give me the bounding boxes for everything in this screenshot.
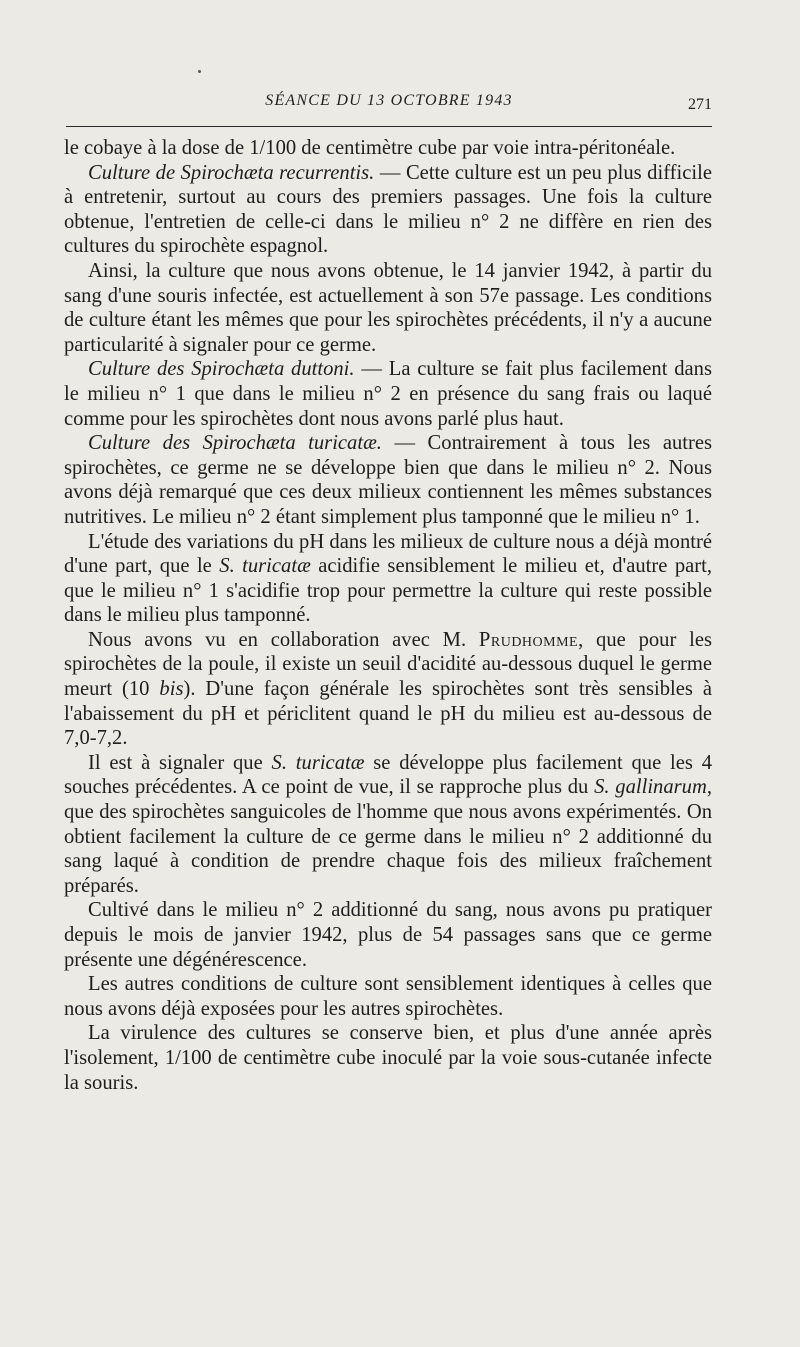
- paragraph: [64, 972, 712, 1021]
- italic-text: S. turicatæ: [219, 555, 311, 578]
- paragraph: [64, 259, 712, 357]
- page-number: 271: [688, 96, 712, 113]
- text-run: L'étude des variations du pH dans les milieux de culture nous a déjà montré d'une part, que le: [64, 530, 712, 578]
- text-run: — La culture se fait plus facilement dans le milieu n° 1 que dans le milieu n° 2 en présence du sang frais ou laqué comme pour les spirochètes dont nous avons parlé plus haut.: [64, 358, 712, 430]
- text-run: ). D'une façon générale les spirochètes sont très sensibles à l'abaissement du pH et périclitent quand le pH du milieu est au-dessous de 7,0-7,2.: [64, 678, 712, 750]
- italic-text: S. gallinarum: [594, 776, 707, 799]
- paragraph: [64, 136, 712, 161]
- paragraph: [64, 357, 712, 431]
- text-run: — Cette culture est un peu plus difficile à entretenir, surtout au cours des premiers passages. Une fois la culture obtenue, l'entretien de celle-ci dans le milieu n° 2 ne diffère en rien des cultures du spirochète espagnol.: [64, 161, 712, 258]
- italic-text: Culture des Spirochæta duttoni.: [88, 358, 355, 381]
- text-run: se développe plus facilement que les 4 souches précédentes. A ce point de vue, il se rapproche plus du: [64, 751, 712, 799]
- paragraph: [64, 628, 712, 751]
- paragraph: [64, 530, 712, 628]
- page-header: [66, 92, 712, 127]
- italic-text: Culture des Spirochæta turicatæ.: [88, 432, 382, 455]
- text-run: le cobaye à la dose de 1/100 de centimètre cube par voie intra-péritonéale.: [64, 137, 676, 159]
- paragraph: [64, 431, 712, 529]
- small-caps-name: Prudhomme: [478, 628, 579, 651]
- paragraph: [64, 161, 712, 259]
- text-run: , que des spirochètes sanguicoles de l'homme que nous avons expérimentés. On obtient facilement la culture de ce germe dans le milieu n° 2 additionné du sang laqué à condition de prendre chaque fois des milieux fraîchement préparés.: [64, 776, 712, 897]
- italic-text: bis: [159, 678, 184, 701]
- italic-text: S. turicatæ: [271, 751, 365, 774]
- text-run: Ainsi, la culture que nous avons obtenue, le 14 janvier 1942, à partir du sang d'une souris infectée, est actuellement à son 57e passage. Les conditions de culture étant les mêmes que pour les spirochètes précédents, il n'y a aucune particularité à signaler pour ce germe.: [64, 259, 712, 356]
- text-run: La virulence des cultures se conserve bien, et plus d'une année après l'isolement, 1/100 de centimètre cube inoculé par la voie sous-cutanée infecte la souris.: [64, 1022, 712, 1094]
- text-run: Les autres conditions de culture sont sensiblement identiques à celles que nous avons déjà exposées pour les autres spirochètes.: [64, 973, 712, 1020]
- text-run: — Contrairement à tous les autres spirochètes, ce germe ne se développe bien que dans le milieu n° 2. Nous avons déjà remarqué que ces deux milieux contiennent les mêmes substances nutritives. Le milieu n° 2 étant simplement plus tamponné que le milieu n° 1.: [64, 432, 712, 528]
- text-run: acidifie sensiblement le milieu et, d'autre part, que le milieu n° 1 s'acidifie trop pour permettre la culture qui reste possible dans le milieu plus tamponné.: [64, 555, 712, 627]
- print-speck: [198, 70, 201, 73]
- text-run: Cultivé dans le milieu n° 2 additionné du sang, nous avons pu pratiquer depuis le mois de janvier 1942, plus de 54 passages sans que ce germe présente une dégénérescence.: [64, 899, 712, 971]
- text-run: Il est à signaler que: [88, 751, 272, 774]
- italic-text: Culture de Spirochæta recurrentis.: [88, 161, 375, 184]
- paragraph: [64, 1021, 712, 1095]
- running-title: SÉANCE DU 13 OCTOBRE 1943: [265, 92, 513, 109]
- text-run: , que pour les spirochètes de la poule, il existe un seuil d'acidité au-dessous duquel le germe meurt (10: [64, 628, 712, 701]
- paragraph: [64, 751, 712, 899]
- body-text: [64, 136, 712, 1095]
- paragraph: [64, 898, 712, 972]
- text-run: Nous avons vu en collaboration avec M.: [88, 628, 479, 651]
